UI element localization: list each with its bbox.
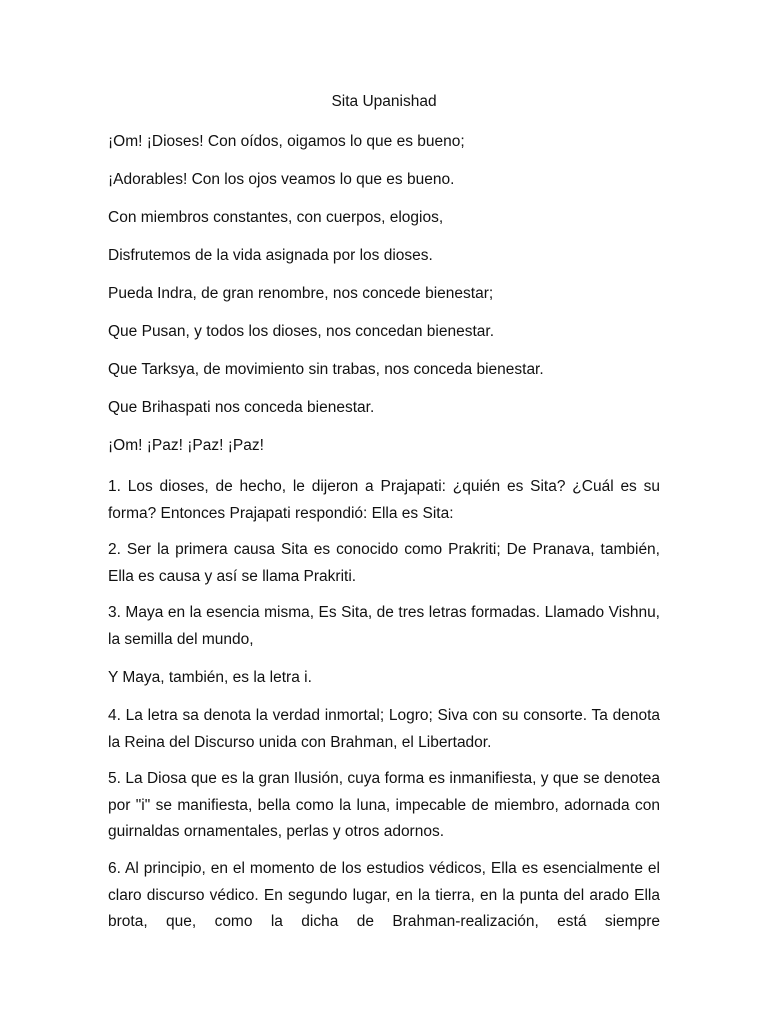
invocation-line-9: ¡Om! ¡Paz! ¡Paz! ¡Paz!	[108, 437, 264, 454]
verse-3: 3. Maya en la esencia misma, Es Sita, de tres letras formadas. Llamado Vishnu, la semilla del mundo,	[108, 604, 660, 648]
invocation-line-8: Que Brihaspati nos conceda bienestar.	[108, 399, 375, 416]
verse-2: 2. Ser la primera causa Sita es conocido como Prakriti; De Pranava, también, Ella es causa y así se llama Prakriti.	[108, 541, 660, 585]
invocation-line-6: Que Pusan, y todos los dioses, nos concedan bienestar.	[108, 323, 495, 340]
verse-6: 6. Al principio, en el momento de los estudios védicos, Ella es esencialmente el claro discurso védico. En segundo lugar, en la tierra, en la punta del arado Ella brota, que, como la dicha de Brahman-realización, está siempre	[108, 860, 660, 930]
invocation-line-2: ¡Adorables! Con los ojos veamos lo que es bueno.	[108, 171, 455, 188]
verse-3-continuation: Y Maya, también, es la letra i.	[108, 669, 312, 686]
invocation-line-4: Disfrutemos de la vida asignada por los dioses.	[108, 247, 433, 264]
invocation-line-1: ¡Om! ¡Dioses! Con oídos, oigamos lo que es bueno;	[108, 133, 465, 150]
verse-1: 1. Los dioses, de hecho, le dijeron a Prajapati: ¿quién es Sita? ¿Cuál es su forma? Entonces Prajapati respondió: Ella es Sita:	[108, 478, 660, 522]
invocation-line-7: Que Tarksya, de movimiento sin trabas, nos conceda bienestar.	[108, 361, 544, 378]
verse-4: 4. La letra sa denota la verdad inmortal; Logro; Siva con su consorte. Ta denota la Reina del Discurso unida con Brahman, el Libertador.	[108, 707, 660, 751]
invocation-line-5: Pueda Indra, de gran renombre, nos concede bienestar;	[108, 285, 494, 302]
verse-5: 5. La Diosa que es la gran Ilusión, cuya forma es inmanifiesta, y que se denotea por "i" se manifiesta, bella como la luna, impecable de miembro, adornada con guirnaldas ornamentales, perlas y otros adornos.	[108, 770, 660, 840]
invocation-line-3: Con miembros constantes, con cuerpos, elogios,	[108, 209, 444, 226]
document-title: Sita Upanishad	[331, 93, 437, 110]
